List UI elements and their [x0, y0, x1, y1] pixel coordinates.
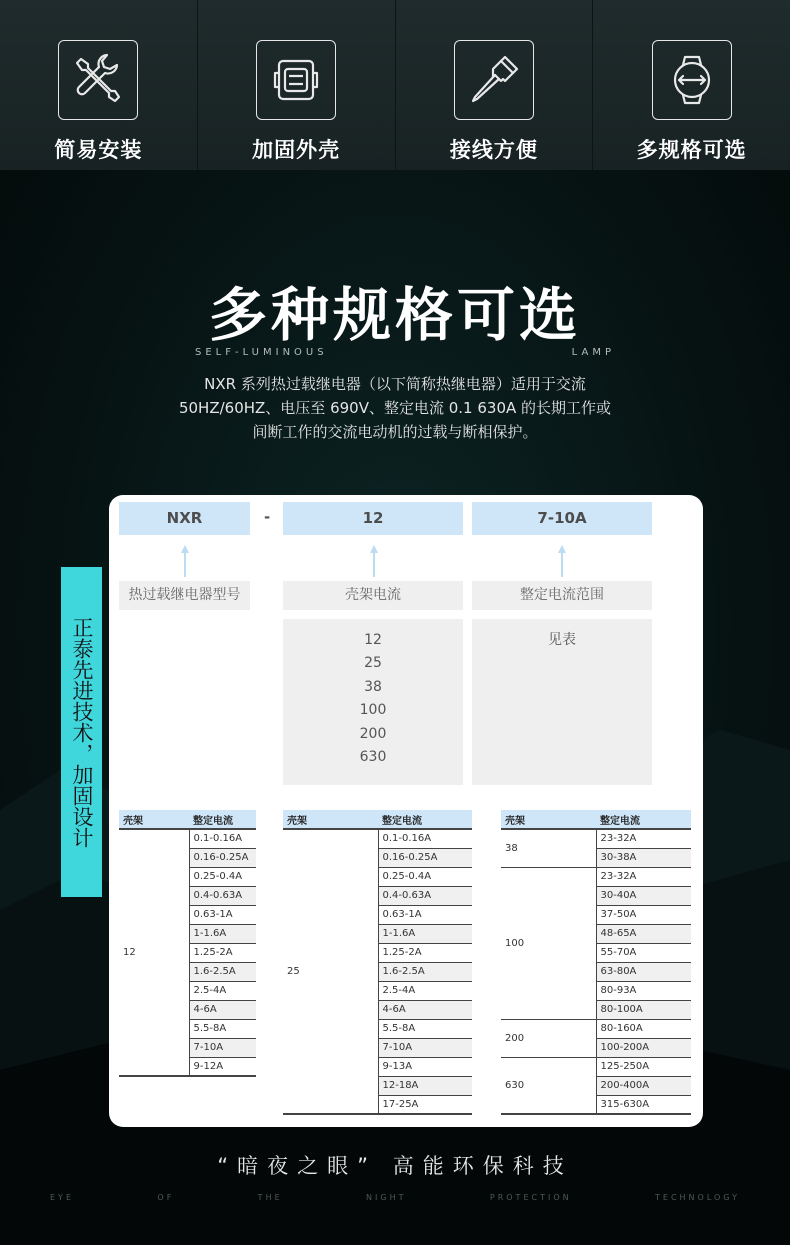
model-part-series: NXR [119, 502, 250, 535]
range-cell: 37-50A [596, 905, 691, 924]
range-cell: 2.5-4A [189, 981, 256, 1000]
arrow-up-icon [180, 543, 190, 577]
screwdriver-icon [454, 40, 534, 120]
range-cell: 2.5-4A [378, 981, 472, 1000]
product-description [80, 372, 710, 444]
range-cell: 23-32A [596, 829, 691, 848]
model-part-range: 7-10A [472, 502, 652, 535]
range-cell: 80-160A [596, 1019, 691, 1038]
description-line: 50HZ/60HZ、电压至 690V、整定电流 0.1 630A 的长期工作或 [178, 399, 612, 417]
range-cell: 0.16-0.25A [189, 848, 256, 867]
wrench-screwdriver-icon [58, 40, 138, 120]
range-cell: 48-65A [596, 924, 691, 943]
footer-slogan: “暗夜之眼” 高能环保科技 [217, 1154, 573, 1178]
range-cell: 4-6A [189, 1000, 256, 1019]
range-cell: 5.5-8A [189, 1019, 256, 1038]
description-line: 间断工作的交流电动机的过载与断相保护。 [252, 423, 538, 441]
table-header: 壳架 [283, 810, 378, 829]
frame-cell: 38 [501, 829, 596, 867]
range-cell: 0.25-0.4A [189, 867, 256, 886]
arrow-up-icon [369, 543, 379, 577]
range-cell: 30-40A [596, 886, 691, 905]
range-cell: 0.1-0.16A [378, 829, 472, 848]
model-label: 热过载继电器型号 [119, 581, 250, 610]
range-cell: 7-10A [378, 1038, 472, 1057]
range-cell: 9-12A [189, 1057, 256, 1076]
frame-current-list [283, 619, 463, 785]
range-cell: 7-10A [189, 1038, 256, 1057]
spec-table-frame-25 [283, 810, 472, 1115]
range-cell: 200-400A [596, 1076, 691, 1095]
side-banner: 正泰先进技术，加固设计 [61, 567, 102, 897]
table-header: 壳架 [501, 810, 596, 829]
feature-easy-install [0, 0, 198, 170]
list-item: 200 [359, 725, 387, 742]
heading-subtitle: SELF-LUMINOUS LAMP [195, 347, 615, 358]
feature-label: 加固外壳 [252, 138, 341, 162]
range-cell: 1.25-2A [189, 943, 256, 962]
list-item: 12 [364, 632, 382, 648]
range-cell: 17-25A [378, 1095, 472, 1114]
range-cell: 1.6-2.5A [189, 962, 256, 981]
list-item: 38 [364, 678, 382, 695]
feature-label: 简易安装 [54, 138, 143, 162]
range-cell: 1-1.6A [378, 924, 472, 943]
spec-card [109, 495, 703, 1127]
model-part-frame: 12 [283, 502, 463, 535]
range-cell: 0.4-0.63A [378, 886, 472, 905]
frame-cell: 630 [501, 1057, 596, 1114]
range-cell: 80-93A [596, 981, 691, 1000]
range-cell: 0.16-0.25A [378, 848, 472, 867]
table-header: 壳架 [119, 810, 189, 829]
range-cell: 9-13A [378, 1057, 472, 1076]
range-cell: 63-80A [596, 962, 691, 981]
range-cell: 1.25-2A [378, 943, 472, 962]
range-note-box [472, 619, 652, 785]
feature-label: 接线方便 [449, 138, 538, 162]
range-cell: 1-1.6A [189, 924, 256, 943]
feature-reinforced-shell [198, 0, 396, 170]
feature-label: 多规格可选 [636, 138, 747, 162]
feature-multiple-specs [593, 0, 790, 170]
spec-table-frame-38-630 [501, 810, 691, 1115]
range-cell: 0.1-0.16A [189, 829, 256, 848]
range-cell: 0.25-0.4A [378, 867, 472, 886]
frame-cell: 25 [283, 829, 378, 1114]
spec-table-frame-12 [119, 810, 256, 1077]
model-separator: - [264, 508, 271, 526]
range-cell: 0.63-1A [189, 905, 256, 924]
table-header: 整定电流 [596, 810, 691, 829]
list-item: 100 [359, 702, 387, 719]
range-cell: 0.4-0.63A [189, 886, 256, 905]
range-cell: 30-38A [596, 848, 691, 867]
range-cell: 4-6A [378, 1000, 472, 1019]
list-item: 630 [359, 749, 387, 766]
range-cell: 315-630A [596, 1095, 691, 1114]
feature-easy-wiring [396, 0, 594, 170]
range-cell: 0.63-1A [378, 905, 472, 924]
list-item: 25 [364, 655, 382, 672]
range-cell: 80-100A [596, 1000, 691, 1019]
feature-bar [0, 0, 790, 170]
footer-english: EYE OF THE NIGHT PROTECTION TECHNOLOGY [50, 1193, 740, 1202]
range-cell: 5.5-8A [378, 1019, 472, 1038]
page-heading: 多种规格可选 [208, 281, 581, 349]
range-cell: 55-70A [596, 943, 691, 962]
range-note: 见表 [548, 632, 576, 648]
range-cell: 100-200A [596, 1038, 691, 1057]
arrow-up-icon [557, 543, 567, 577]
reinforced-shell-icon [256, 40, 336, 120]
watch-size-icon [652, 40, 732, 120]
frame-cell: 12 [119, 829, 189, 1076]
table-header: 整定电流 [378, 810, 472, 829]
table-header: 整定电流 [189, 810, 256, 829]
range-cell: 23-32A [596, 867, 691, 886]
range-cell: 1.6-2.5A [378, 962, 472, 981]
frame-cell: 200 [501, 1019, 596, 1057]
range-cell: 125-250A [596, 1057, 691, 1076]
frame-cell: 100 [501, 867, 596, 1019]
description-line: NXR 系列热过载继电器（以下简称热继电器）适用于交流 [204, 375, 586, 393]
range-label: 整定电流范围 [472, 581, 652, 610]
frame-label: 壳架电流 [283, 581, 463, 610]
range-cell: 12-18A [378, 1076, 472, 1095]
